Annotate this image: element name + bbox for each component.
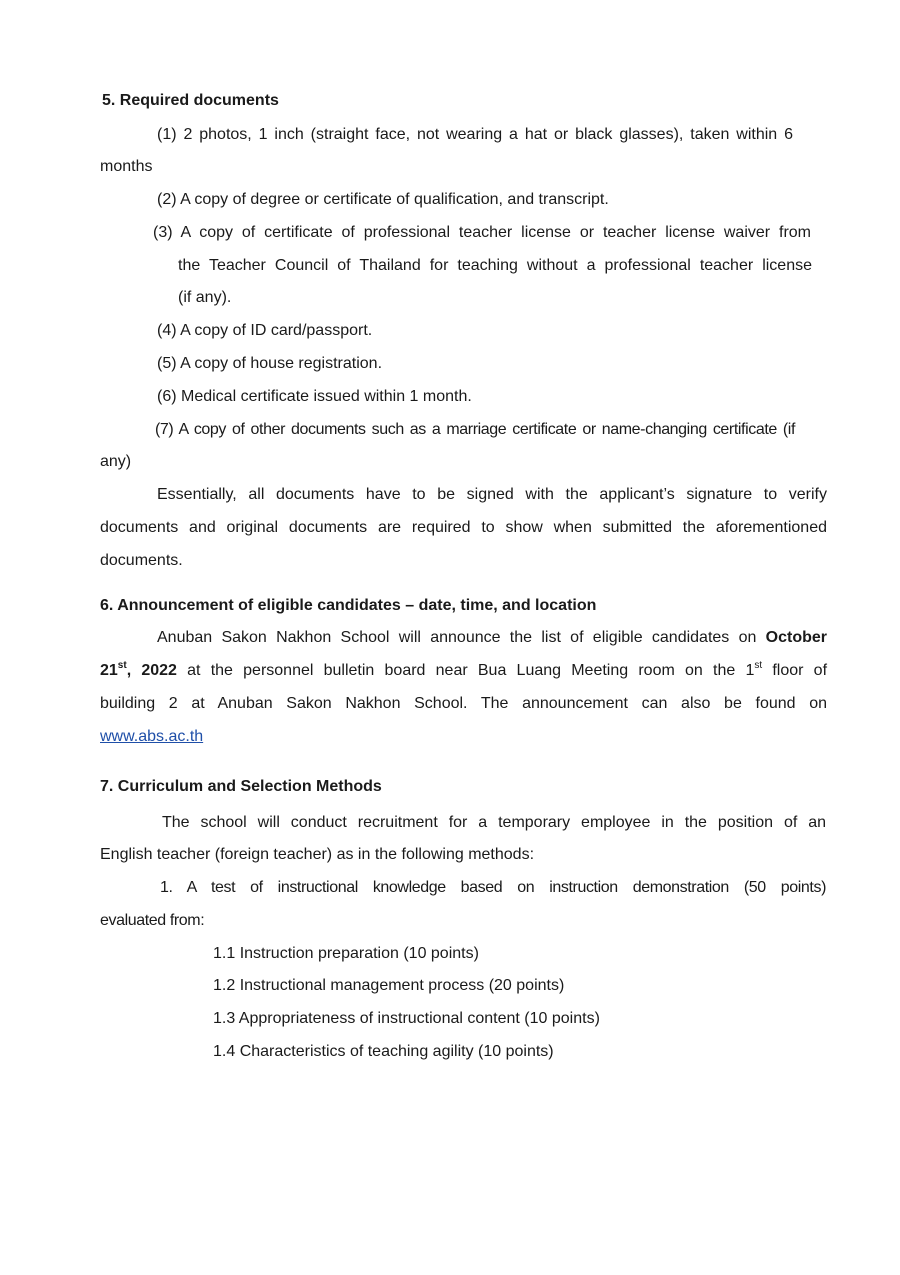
criterion-1-3: 1.3 Appropriateness of instructional content (10 points)	[213, 1010, 600, 1027]
announcement-date-month: October	[765, 629, 827, 646]
school-website-link[interactable]: www.abs.ac.th	[100, 728, 204, 745]
criterion-1-1: 1.1 Instruction preparation (10 points)	[213, 945, 479, 962]
criterion-1-2: 1.2 Instructional management process (20 points)	[213, 977, 565, 994]
doc-item-3-line-3: (if any).	[178, 289, 232, 306]
doc-item-1-line-2: months	[100, 158, 153, 175]
section-7-heading: 7. Curriculum and Selection Methods	[100, 778, 382, 795]
criterion-1-4: 1.4 Characteristics of teaching agility (10 points)	[213, 1043, 554, 1060]
section-5-heading: 5. Required documents	[102, 92, 279, 109]
doc-item-6: (6) Medical certificate issued within 1 month.	[157, 388, 472, 405]
announcement-line-1-text: Anuban Sakon Nakhon School will announce the list of eligible candidates on	[157, 629, 766, 646]
documents-note-line-3: documents.	[100, 552, 183, 569]
doc-item-1-line-1: (1) 2 photos, 1 inch (straight face, not wearing a hat or black glasses), taken within 6	[157, 126, 793, 143]
doc-item-7-line-2: any)	[100, 453, 132, 470]
method-1-line-1: 1. A test of instructional knowledge based on instruction demonstration (50 points)	[160, 879, 826, 896]
announcement-date-day: 21st, 2022	[100, 660, 177, 679]
documents-note-line-1: Essentially, all documents have to be signed with the applicant’s signature to verify	[157, 486, 827, 503]
curriculum-line-1: The school will conduct recruitment for a temporary employee in the position of an	[162, 814, 826, 831]
doc-item-3-line-1: (3) A copy of certificate of professional teacher license or teacher license waiver from	[153, 224, 811, 241]
announcement-line-1	[157, 621, 827, 654]
announcement-line-2: 21st, 2022 at the personnel bulletin board near Bua Luang Meeting room on the 1st floor of	[100, 660, 828, 679]
section-6-heading: 6. Announcement of eligible candidates – date, time, and location	[100, 597, 597, 614]
doc-item-5: (5) A copy of house registration.	[157, 355, 383, 372]
documents-note-line-2: documents and original documents are required to show when submitted the aforementioned	[100, 519, 827, 536]
doc-item-4: (4) A copy of ID card/passport.	[157, 322, 373, 339]
announcement-line-3: building 2 at Anuban Sakon Nakhon School. The announcement can also be found on	[100, 695, 827, 712]
doc-item-7-line-1: (7) A copy of other documents such as a marriage certificate or name-changing certificate (if	[155, 421, 795, 438]
doc-item-3-line-2: the Teacher Council of Thailand for teaching without a professional teacher license	[178, 257, 812, 274]
method-1-line-2: evaluated from:	[100, 912, 205, 929]
doc-item-2: (2) A copy of degree or certificate of qualification, and transcript.	[157, 191, 609, 208]
curriculum-line-2: English teacher (foreign teacher) as in the following methods:	[100, 846, 535, 863]
